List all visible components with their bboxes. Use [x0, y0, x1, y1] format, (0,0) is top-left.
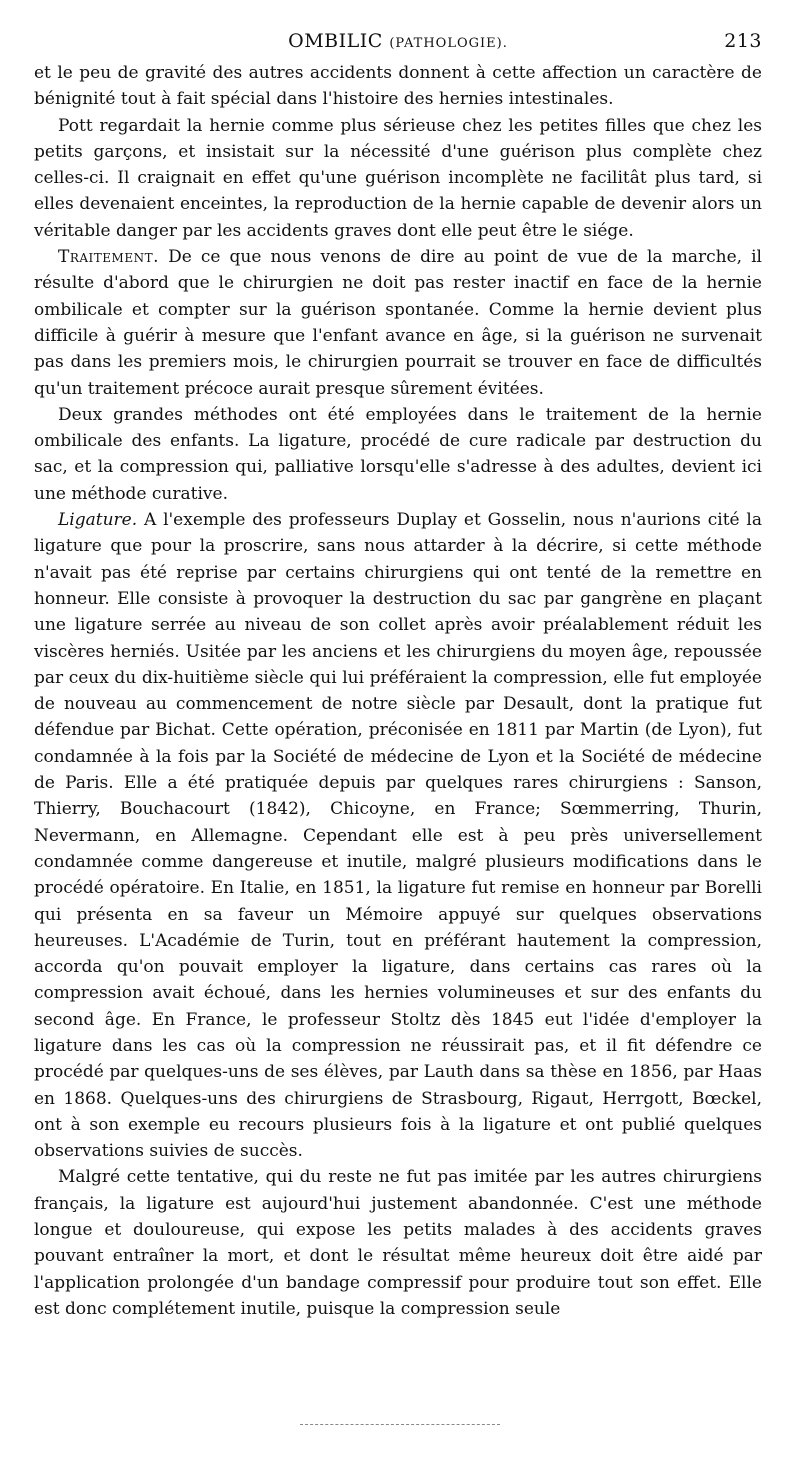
running-header: [34, 30, 762, 54]
section-label-traitement: Traitement.: [58, 247, 159, 268]
paragraph-methodes: [34, 402, 762, 507]
book-page: [34, 30, 762, 1322]
paragraph-text: Deux grandes méthodes ont été employées dans le traitement de la hernie ombilicale des enfants. La ligature, procédé de cure radicale par destruction du sac, et la compression qui, palliative lorsqu'elle s'adresse à des adultes, devient ici une méthode curative.: [34, 404, 762, 504]
paragraph-traitement: [34, 244, 762, 402]
paragraph-text: Malgré cette tentative, qui du reste ne fut pas imitée par les autres chirurgiens français, la ligature est aujourd'hui justement abandonnée. C'est une méthode longue et douloureuse, qui expose les petits malades à des accidents graves pouvant entraîner la mort, et dont le résultat même heureux doit être aidé par l'application prolongée d'un bandage compressif pour produire tout son effet. Elle est donc complétement inutile, puisque la compression seule: [34, 1167, 762, 1319]
footer-dashes: [300, 1424, 500, 1425]
section-label-ligature: Ligature.: [58, 510, 138, 531]
page-number: 213: [724, 30, 762, 52]
page-body: [34, 60, 762, 1322]
paragraph-malgre: [34, 1164, 762, 1322]
running-title: [34, 30, 762, 52]
running-title-sub: (PATHOLOGIE).: [389, 36, 508, 51]
paragraph-pott: [34, 113, 762, 244]
paragraph-text: Pott regardait la hernie comme plus sérieuse chez les petites filles que chez les petits garçons, et insistait sur la nécessité d'une guérison plus complète chez celles-ci. Il craignait en effet qu'une guérison incomplète ne facilitât plus tard, si elles devenaient enceintes, la reproduction de la hernie capable de devenir alors un véritable danger par les accidents graves dont elle peut être le siége.: [34, 115, 762, 241]
paragraph-text: A l'exemple des professeurs Duplay et Gosselin, nous n'aurions cité la ligature que pour la proscrire, sans nous attarder à la décrire, si cette méthode n'avait pas été reprise par certains chirurgiens qui ont tenté de la remettre en honneur. Elle consiste à provoquer la destruction du sac par gangrène en plaçant une ligature serrée au niveau de son collet après avoir préalablement réduit les viscères herniés. Usitée par les anciens et les chirurgiens du moyen âge, repoussée par ceux du dix-huitième siècle qui lui préféraient la compression, elle fut employée de nouveau au commencement de notre siècle par Desault, dont la pratique fut défendue par Bichat. Cette opération, préconisée en 1811 par Martin (de Lyon), fut condamnée à la fois par la Société de médecine de Lyon et la Société de médecine de Paris. Elle a été pratiquée depuis par quelques rares chirurgiens : Sanson, Thierry, Bouchacourt (1842), Chicoyne, en France; Sœmmerring, Thurin, Nevermann, en Allemagne. Cependant elle est à peu près universellement condamnée comme dangereuse et inutile, malgré plusieurs modifications dans le procédé opératoire. En Italie, en 1851, la ligature fut remise en honneur par Borelli qui présenta en sa faveur un Mémoire appuyé sur quelques observations heureuses. L'Académie de Turin, tout en préférant hautement la compression, accorda qu'on pouvait employer la ligature, dans certains cas rares où la compression avait échoué, dans les hernies volumineuses et sur des enfants du second âge. En France, le professeur Stoltz dès 1845 eut l'idée d'employer la ligature dans les cas où la compression ne réussirait pas, et il fit défendre ce procédé par quelques-uns de ses élèves, par Lauth dans sa thèse en 1856, par Haas en 1868. Quelques-uns des chirurgiens de Strasbourg, Rigaut, Herrgott, Bœckel, ont à son exemple eu recours plusieurs fois à la ligature et ont publié quelques observations suivies de succès.: [34, 510, 762, 1162]
running-title-main: OMBILIC: [288, 30, 383, 52]
paragraph-ligature: [34, 507, 762, 1164]
paragraph-text: et le peu de gravité des autres accidents donnent à cette affection un caractère de bénignité tout à fait spécial dans l'histoire des hernies intestinales.: [34, 63, 762, 110]
paragraph-text: De ce que nous venons de dire au point de vue de la marche, il résulte d'abord que le chirurgien ne doit pas rester inactif en face de la hernie ombilicale et compter sur la guérison spontanée. Comme la hernie devient plus difficile à guérir à mesure que l'enfant avance en âge, si la guérison ne survenait pas dans les premiers mois, le chirurgien pourrait se trouver en face de difficultés qu'un traitement précoce aurait presque sûrement évitées.: [34, 247, 762, 399]
paragraph-continuation: [34, 60, 762, 113]
